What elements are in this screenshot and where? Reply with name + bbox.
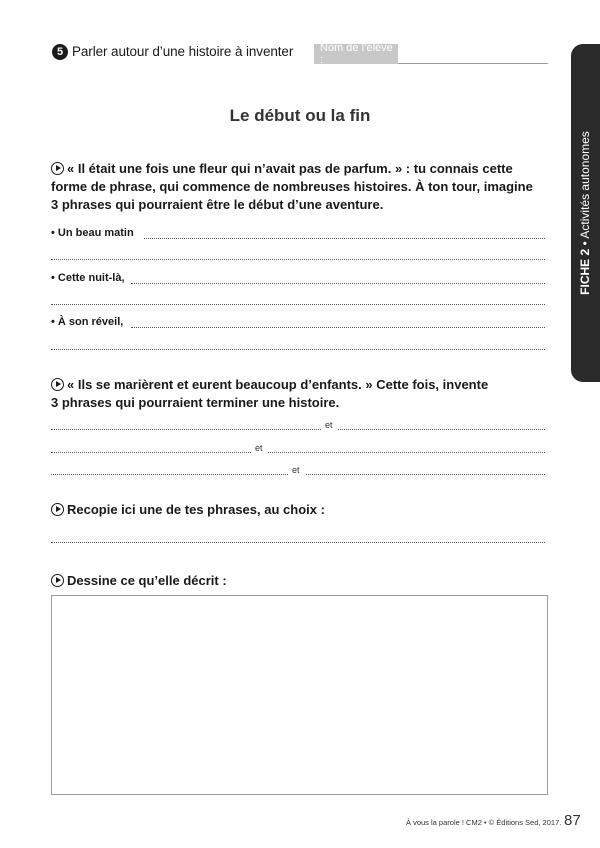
answer-line[interactable] [51, 259, 545, 260]
student-name-label: Nom de l’élève : [314, 44, 398, 64]
prompt-label-1: • Un beau matin [51, 227, 134, 239]
play-icon [51, 503, 64, 516]
student-name-field[interactable] [398, 63, 548, 64]
answer-line[interactable] [144, 238, 545, 239]
exercise-4-instruction: Dessine ce qu’elle décrit : [51, 572, 227, 590]
play-icon [51, 162, 64, 175]
play-icon [51, 378, 64, 391]
prompt-label-2: • Cette nuit-là, [51, 272, 125, 284]
exercise-2-instruction [51, 376, 561, 412]
answer-line[interactable] [306, 474, 545, 475]
play-icon [51, 574, 64, 587]
connector-et: et [325, 420, 333, 430]
page-title: Le début ou la fin [229, 106, 371, 125]
connector-et: et [255, 443, 263, 453]
activity-title: Parler autour d’une histoire à inventer [72, 44, 294, 59]
answer-line[interactable] [51, 349, 545, 350]
answer-line[interactable] [131, 327, 545, 328]
answer-line[interactable] [51, 474, 288, 475]
exercise-2-line-2: 3 phrases qui pourraient terminer une histoire. [51, 395, 340, 410]
answer-line[interactable] [268, 452, 545, 453]
answer-line[interactable] [338, 429, 545, 430]
answer-line[interactable] [51, 429, 321, 430]
exercise-1-line-3: 3 phrases qui pourraient être le début d’une aventure. [51, 197, 384, 212]
activity-number-badge: 5 [52, 44, 68, 60]
exercise-1-line-2: forme de phrase, qui commence de nombreuses histoires. À ton tour, imagine [51, 179, 533, 194]
exercise-3-instruction: Recopie ici une de tes phrases, au choix : [51, 501, 325, 519]
side-tab-bullet: • [578, 241, 592, 246]
exercise-1-instruction [51, 160, 561, 214]
drawing-box[interactable] [51, 595, 548, 795]
exercise-2-line-1: « Ils se marièrent et eurent beaucoup d’enfants. » Cette fois, invente [51, 376, 561, 394]
answer-line[interactable] [131, 283, 545, 284]
answer-line[interactable] [51, 452, 251, 453]
page-number: 87 [564, 812, 581, 829]
connector-et: et [292, 465, 300, 475]
side-tab-text [578, 131, 592, 295]
answer-line[interactable] [51, 304, 545, 305]
exercise-1-line-1: « Il était une fois une fleur qui n’avait pas de parfum. » : tu connais cette [51, 160, 561, 178]
footer-credit: À vous la parole ! CM2 • © Éditions Sed, 2017. [406, 818, 562, 827]
answer-line[interactable] [51, 542, 545, 543]
section-label: Activités autonomes [578, 131, 592, 239]
fiche-label: FICHE 2 [578, 248, 592, 295]
prompt-label-3: • À son réveil, [51, 316, 124, 328]
